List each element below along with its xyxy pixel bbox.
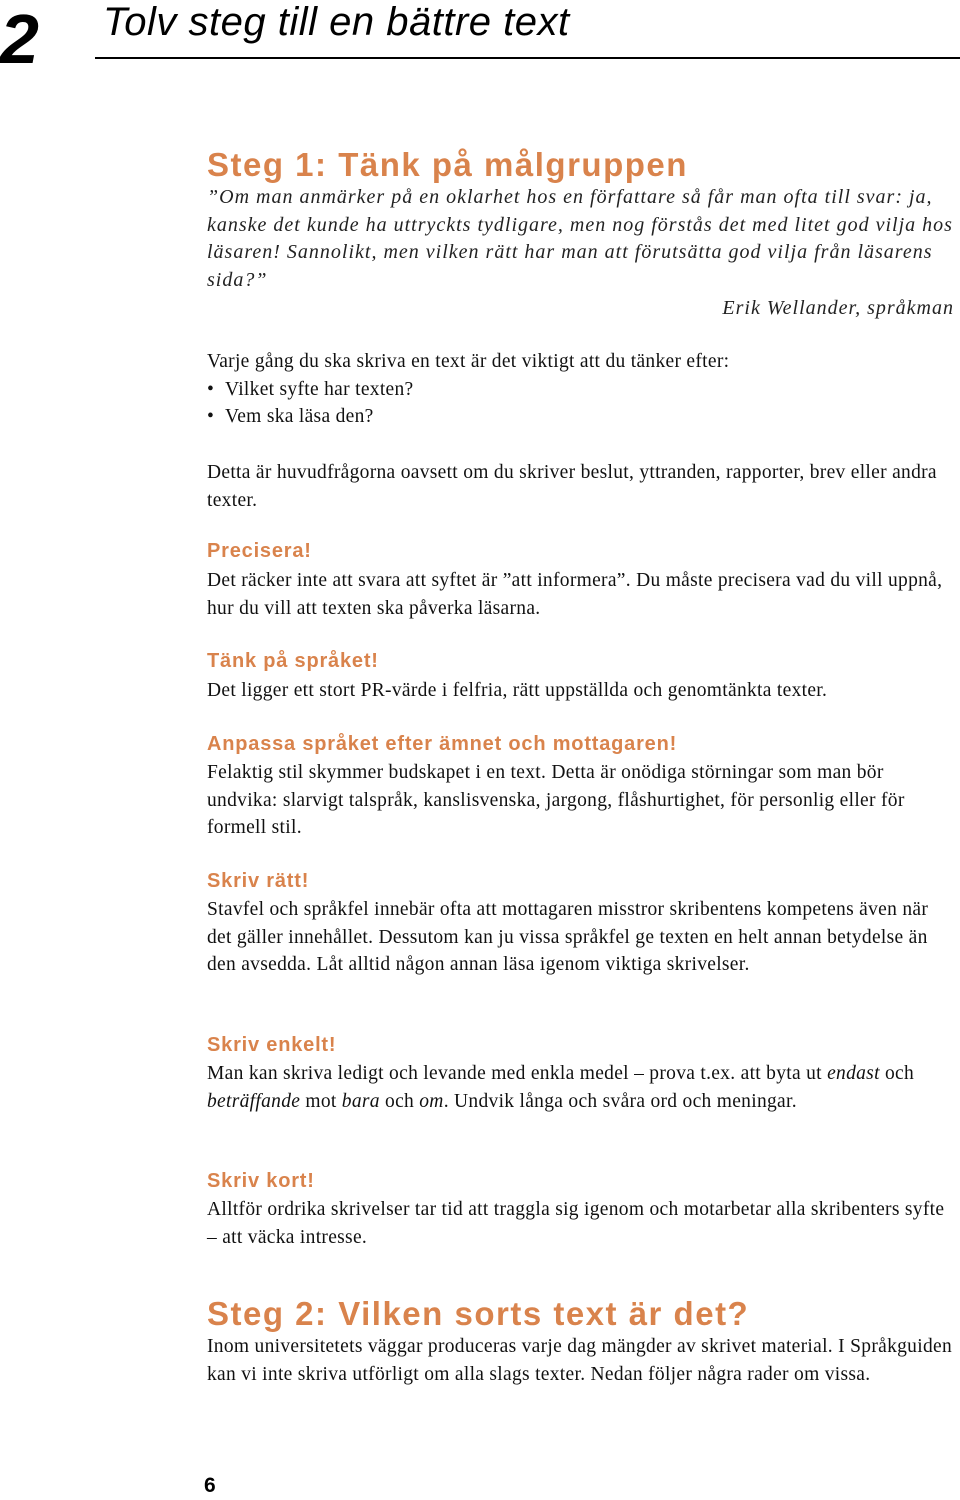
section-text-skriv-enkelt: [207, 1060, 957, 1115]
section-text-skriv-ratt: Stavfel och språkfel innebär ofta att mottagaren misstror skribentens kompetens även när det gäller innehållet. Dessutom kan ju vissa språkfel ge texten en helt annan betydelse än den avsedda. Låt alltid någon annan läsa igenom viktiga skrivelser.: [207, 899, 929, 975]
step1-main-questions: Detta är huvudfrågorna oavsett om du skriver beslut, yttranden, rapporter, brev eller andra texter.: [207, 462, 937, 511]
text-run: . Undvik långa och svåra ord och meningar.: [443, 1090, 797, 1112]
text-run: Man kan skriva ledigt och levande med enkla medel – prova t.ex. att byta ut: [207, 1063, 828, 1084]
chapter-number: 2: [0, 0, 39, 78]
section-text-precisera: Det räcker inte att svara att syftet är ”att informera”. Du måste precisera vad du vill uppnå, hur du vill att texten ska påverka läsarna.: [207, 570, 943, 619]
text-run: och: [879, 1063, 915, 1084]
section-text-sprak: Det ligger ett stort PR-värde i felfria, rätt uppställda och genomtänkta texter.: [207, 680, 828, 701]
step1-intro: Varje gång du ska skriva en text är det viktigt att du tänker efter:: [207, 351, 730, 372]
emphasis-word: om: [419, 1090, 444, 1112]
section-heading-skriv-ratt: Skriv rätt!: [207, 870, 310, 892]
list-item: • Vem ska läsa den?: [207, 403, 957, 431]
section-heading-sprak: Tänk på språket!: [207, 650, 379, 672]
text-run: och: [379, 1090, 420, 1112]
emphasis-word: beträffande: [207, 1090, 301, 1112]
quote-attribution: Erik Wellander, språkman: [722, 297, 954, 319]
section-heading-precisera: Precisera!: [207, 540, 312, 562]
section-heading-skriv-enkelt: Skriv enkelt!: [207, 1034, 337, 1056]
step2-heading: Steg 2: Vilken sorts text är det?: [207, 1295, 750, 1332]
chapter-divider: [95, 57, 960, 59]
step2-text: Inom universitetets väggar produceras varje dag mängder av skrivet material. I Språkguiden kan vi inte skriva utförligt om alla slags texter. Nedan följer några rader om vissa.: [207, 1336, 952, 1385]
section-heading-anpassa: Anpassa språket efter ämnet och mottagaren!: [207, 733, 678, 755]
step1-heading: Steg 1: Tänk på målgruppen: [207, 146, 688, 183]
chapter-title: Tolv steg till en bättre text: [103, 0, 570, 44]
section-heading-skriv-kort: Skriv kort!: [207, 1170, 315, 1192]
step1-bullet-list: [207, 376, 957, 431]
emphasis-word: endast: [827, 1063, 880, 1084]
section-text-anpassa: Felaktig stil skymmer budskapet i en text. Detta är onödiga störningar som man bör undvika: slarvigt talspråk, kanslisvenska, jargong, flåshurtighet, för personlig eller för formell stil.: [207, 762, 905, 838]
list-item: • Vilket syfte har texten?: [207, 376, 957, 404]
step1-intro-block: [207, 348, 957, 431]
emphasis-word: bara: [341, 1090, 380, 1112]
text-run: mot: [300, 1090, 342, 1112]
section-text-skriv-kort: Alltför ordrika skrivelser tar tid att traggla sig igenom och motarbetar alla skribenters syfte – att väcka intresse.: [207, 1199, 945, 1248]
step1-quote: ”Om man anmärker på en oklarhet hos en författare så får man ofta till svar: ja, kanske det kunde ha uttryckts tydligare, men nog förstås det med litet god vilja hos läsaren! Sannolikt, men vilken rätt har man att förutsätta god vilja från läsarens sida?”: [207, 186, 953, 291]
page-number: 6: [204, 1474, 216, 1497]
